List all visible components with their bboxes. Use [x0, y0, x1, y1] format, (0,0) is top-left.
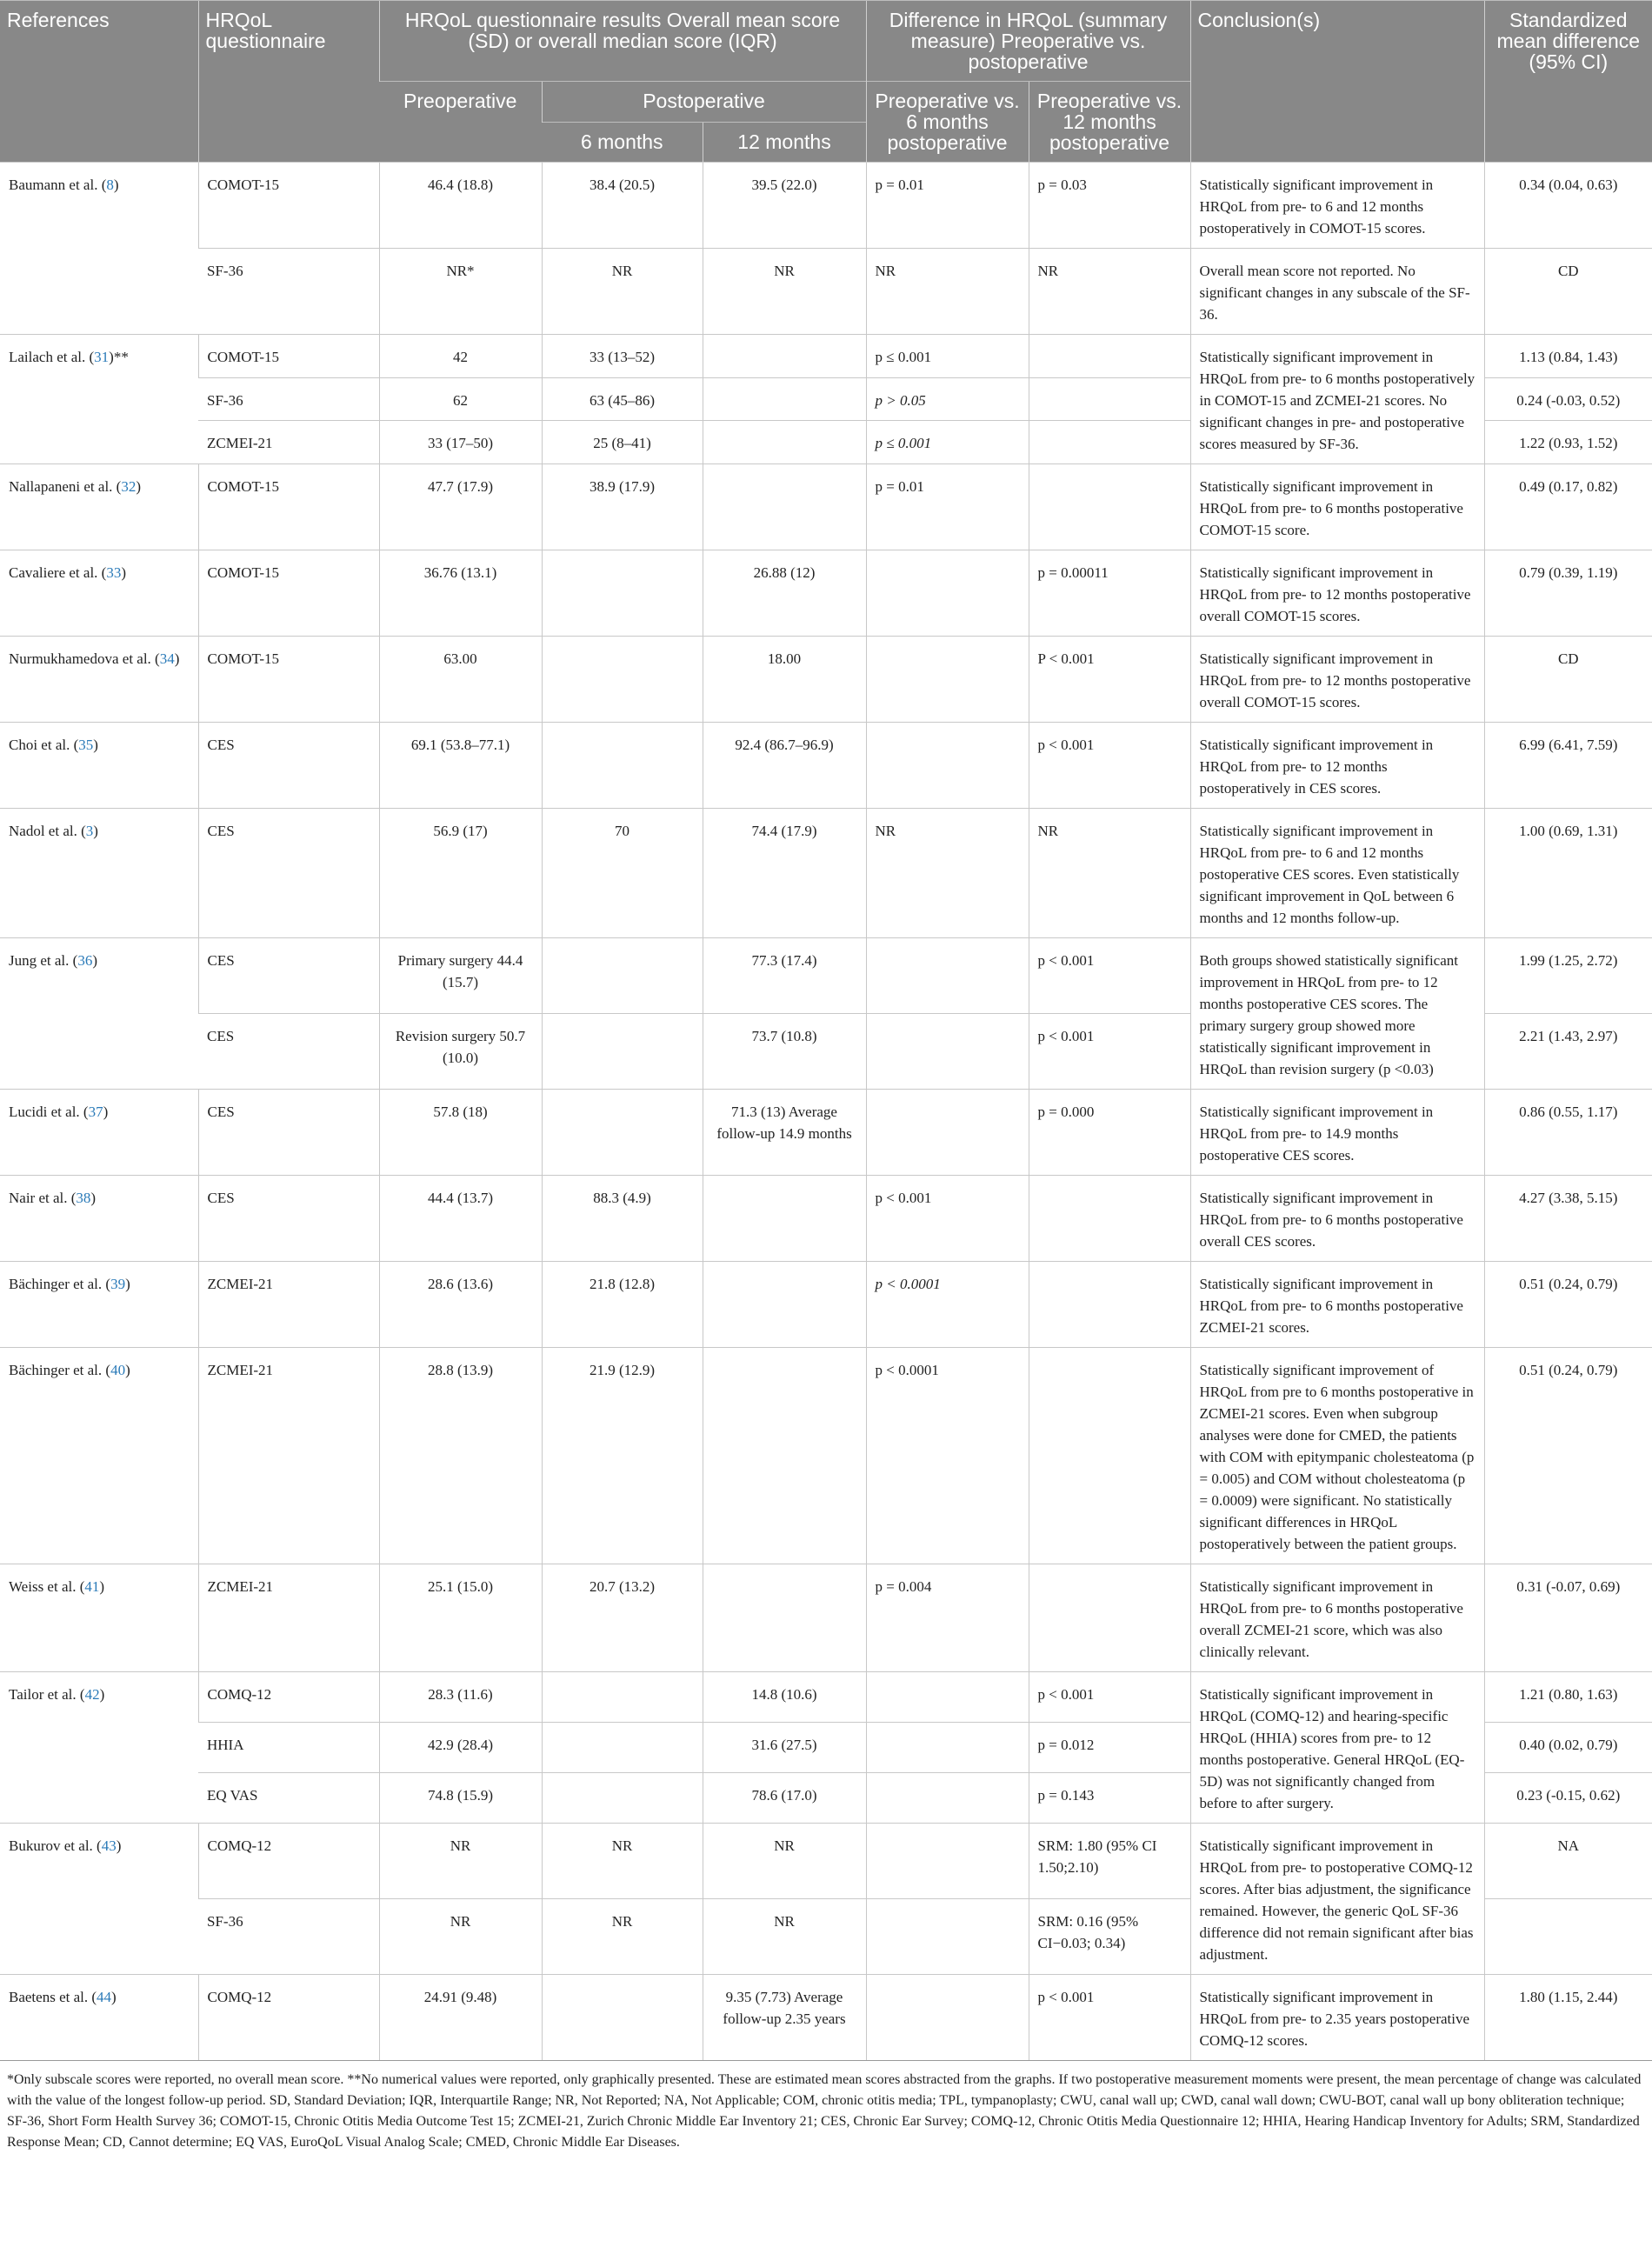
conclusion-cell: Overall mean score not reported. No significant changes in any subscale of the SF-36.: [1190, 249, 1484, 335]
diff-6-months-cell: [866, 1014, 1029, 1090]
preoperative-cell: Primary surgery 44.4 (15.7): [379, 938, 542, 1014]
conclusion-cell: Statistically significant improvement in HRQoL from pre- to 12 months postoperative overall COMOT-15 scores.: [1190, 550, 1484, 637]
header-references: References: [0, 1, 198, 163]
reference-cell: [0, 1975, 198, 2061]
conclusion-cell: Statistically significant improvement in HRQoL from pre- to 14.9 months postoperative CES scores.: [1190, 1090, 1484, 1176]
smd-cell: 0.31 (-0.07, 0.69): [1484, 1564, 1652, 1672]
diff-6-months-cell: p = 0.01: [866, 464, 1029, 550]
reference-author: Cavaliere et al. (: [9, 564, 107, 581]
postop-12-months-cell: 77.3 (17.4): [703, 938, 866, 1014]
reference-tail: ): [125, 1276, 130, 1292]
table-row: [0, 637, 1652, 723]
header-12-months: 12 months: [703, 122, 866, 163]
postop-6-months-cell: [542, 723, 703, 809]
postop-12-months-cell: NR: [703, 1824, 866, 1899]
reference-link[interactable]: 32: [121, 478, 137, 495]
postop-12-months-cell: [703, 421, 866, 464]
reference-link[interactable]: 37: [88, 1104, 103, 1120]
postop-6-months-cell: 21.9 (12.9): [542, 1348, 703, 1564]
reference-cell: [0, 163, 198, 335]
smd-cell: 6.99 (6.41, 7.59): [1484, 723, 1652, 809]
diff-6-months-cell: [866, 1090, 1029, 1176]
diff-6-months-cell: p < 0.001: [866, 1176, 1029, 1262]
preoperative-cell: 62: [379, 377, 542, 421]
table-row: [0, 1090, 1652, 1176]
conclusion-cell: Statistically significant improvement in HRQoL from pre- to 2.35 years postoperative COMQ-12 scores.: [1190, 1975, 1484, 2061]
questionnaire-cell: COMOT-15: [198, 637, 379, 723]
smd-cell: 0.34 (0.04, 0.63): [1484, 163, 1652, 249]
postop-6-months-cell: 33 (13–52): [542, 335, 703, 378]
reference-author: Bächinger et al. (: [9, 1362, 111, 1378]
diff-6-months-cell: [866, 1975, 1029, 2061]
header-diff-12: Preoperative vs. 12 months postoperative: [1029, 82, 1190, 163]
diff-6-months-cell: [866, 637, 1029, 723]
questionnaire-cell: COMOT-15: [198, 163, 379, 249]
questionnaire-cell: SF-36: [198, 377, 379, 421]
reference-tail: ): [111, 1989, 117, 2005]
conclusion-cell: Statistically significant improvement in HRQoL from pre- to 12 months postoperative overall COMOT-15 scores.: [1190, 637, 1484, 723]
diff-6-months-cell: [866, 1824, 1029, 1899]
diff-12-months-cell: [1029, 464, 1190, 550]
diff-6-months-cell: NR: [866, 249, 1029, 335]
reference-cell: [0, 723, 198, 809]
reference-tail: ): [93, 823, 98, 839]
reference-cell: [0, 550, 198, 637]
table-row: [0, 1176, 1652, 1262]
conclusion-cell: Statistically significant improvement in HRQoL from pre- to 6 months postoperative COMOT-15 score.: [1190, 464, 1484, 550]
reference-author: Bukurov et al. (: [9, 1837, 102, 1854]
postop-12-months-cell: 14.8 (10.6): [703, 1672, 866, 1723]
questionnaire-cell: COMOT-15: [198, 335, 379, 378]
diff-12-months-cell: p < 0.001: [1029, 1672, 1190, 1723]
table-row: [0, 1564, 1652, 1672]
smd-cell: 0.86 (0.55, 1.17): [1484, 1090, 1652, 1176]
reference-tail: ): [93, 737, 98, 753]
diff-12-months-cell: p < 0.001: [1029, 723, 1190, 809]
reference-link[interactable]: 8: [106, 177, 114, 193]
reference-link[interactable]: 35: [78, 737, 94, 753]
table-row: [0, 809, 1652, 938]
reference-tail: ): [99, 1578, 105, 1595]
smd-cell: 1.13 (0.84, 1.43): [1484, 335, 1652, 378]
reference-author: Lucidi et al. (: [9, 1104, 89, 1120]
header-difference: Difference in HRQoL (summary measure) Preoperative vs. postoperative: [866, 1, 1190, 82]
questionnaire-cell: COMQ-12: [198, 1672, 379, 1723]
postop-12-months-cell: 26.88 (12): [703, 550, 866, 637]
postop-6-months-cell: 63 (45–86): [542, 377, 703, 421]
diff-12-months-cell: [1029, 1564, 1190, 1672]
reference-tail: ): [121, 564, 126, 581]
preoperative-cell: 69.1 (53.8–77.1): [379, 723, 542, 809]
postop-12-months-cell: NR: [703, 1899, 866, 1975]
header-conclusion: Conclusion(s): [1190, 1, 1484, 163]
smd-cell: NA: [1484, 1824, 1652, 1899]
diff-12-months-cell: [1029, 1348, 1190, 1564]
diff-6-months-cell: p > 0.05: [866, 377, 1029, 421]
smd-cell: 0.23 (-0.15, 0.62): [1484, 1773, 1652, 1824]
preoperative-cell: NR: [379, 1824, 542, 1899]
conclusion-cell: Statistically significant improvement in HRQoL from pre- to 6 months postoperatively in COMOT-15 and ZCMEI-21 scores. No significant changes in pre- and postoperative scores measured by SF-36.: [1190, 335, 1484, 464]
diff-12-months-cell: p = 0.03: [1029, 163, 1190, 249]
smd-cell: [1484, 1899, 1652, 1975]
diff-12-months-cell: [1029, 1262, 1190, 1348]
diff-6-months-cell: [866, 1723, 1029, 1773]
postop-6-months-cell: 20.7 (13.2): [542, 1564, 703, 1672]
reference-author: Nair et al. (: [9, 1190, 77, 1206]
reference-author: Lailach et al. (: [9, 349, 95, 365]
smd-cell: 1.99 (1.25, 2.72): [1484, 938, 1652, 1014]
preoperative-cell: Revision surgery 50.7 (10.0): [379, 1014, 542, 1090]
reference-author: Bächinger et al. (: [9, 1276, 111, 1292]
conclusion-cell: Statistically significant improvement in HRQoL from pre- to 6 months postoperative overall CES scores.: [1190, 1176, 1484, 1262]
questionnaire-cell: CES: [198, 1014, 379, 1090]
reference-cell: [0, 1824, 198, 1975]
reference-tail: ): [90, 1190, 97, 1206]
conclusion-cell: Statistically significant improvement in HRQoL from pre- to postoperative COMQ-12 scores. After bias adjustment, the significance remained. However, the generic QoL SF-36 difference did not remain significant after bias adjustment.: [1190, 1824, 1484, 1975]
reference-cell: [0, 464, 198, 550]
conclusion-cell: Statistically significant improvement in HRQoL from pre- to 12 months postoperatively in CES scores.: [1190, 723, 1484, 809]
diff-12-months-cell: P < 0.001: [1029, 637, 1190, 723]
postop-6-months-cell: 88.3 (4.9): [542, 1176, 703, 1262]
diff-6-months-cell: [866, 723, 1029, 809]
preoperative-cell: 56.9 (17): [379, 809, 542, 938]
postop-12-months-cell: 73.7 (10.8): [703, 1014, 866, 1090]
postop-12-months-cell: [703, 1176, 866, 1262]
preoperative-cell: 28.8 (13.9): [379, 1348, 542, 1564]
questionnaire-cell: CES: [198, 1176, 379, 1262]
reference-link[interactable]: 39: [110, 1276, 126, 1292]
preoperative-cell: 25.1 (15.0): [379, 1564, 542, 1672]
diff-12-months-cell: p < 0.001: [1029, 1014, 1190, 1090]
postop-6-months-cell: [542, 550, 703, 637]
diff-6-months-cell: p < 0.0001: [866, 1348, 1029, 1564]
table-row: [0, 1262, 1652, 1348]
questionnaire-cell: CES: [198, 723, 379, 809]
smd-cell: 2.21 (1.43, 2.97): [1484, 1014, 1652, 1090]
preoperative-cell: 42: [379, 335, 542, 378]
postop-6-months-cell: [542, 938, 703, 1014]
postop-12-months-cell: 31.6 (27.5): [703, 1723, 866, 1773]
preoperative-cell: 24.91 (9.48): [379, 1975, 542, 2061]
smd-cell: CD: [1484, 637, 1652, 723]
postop-6-months-cell: [542, 1014, 703, 1090]
reference-cell: [0, 1564, 198, 1672]
postop-6-months-cell: NR: [542, 1899, 703, 1975]
reference-tail: ): [116, 1837, 122, 1854]
preoperative-cell: NR*: [379, 249, 542, 335]
diff-12-months-cell: SRM: 0.16 (95% CI−0.03; 0.34): [1029, 1899, 1190, 1975]
table-row: [0, 550, 1652, 637]
postop-6-months-cell: 25 (8–41): [542, 421, 703, 464]
postop-12-months-cell: [703, 464, 866, 550]
smd-cell: 1.80 (1.15, 2.44): [1484, 1975, 1652, 2061]
table-row: [0, 1824, 1652, 1899]
diff-6-months-cell: [866, 938, 1029, 1014]
diff-6-months-cell: p ≤ 0.001: [866, 335, 1029, 378]
preoperative-cell: 28.6 (13.6): [379, 1262, 542, 1348]
postop-6-months-cell: 21.8 (12.8): [542, 1262, 703, 1348]
postop-12-months-cell: [703, 1348, 866, 1564]
diff-12-months-cell: [1029, 421, 1190, 464]
reference-link[interactable]: 36: [77, 952, 93, 969]
smd-cell: 1.00 (0.69, 1.31): [1484, 809, 1652, 938]
conclusion-cell: Statistically significant improvement in HRQoL from pre- to 6 months postoperative overall ZCMEI-21 score, which was also clinically relevant.: [1190, 1564, 1484, 1672]
smd-cell: 0.51 (0.24, 0.79): [1484, 1348, 1652, 1564]
reference-tail: )**: [109, 349, 129, 365]
questionnaire-cell: COMQ-12: [198, 1975, 379, 2061]
postop-6-months-cell: 38.4 (20.5): [542, 163, 703, 249]
reference-cell: [0, 335, 198, 464]
questionnaire-cell: ZCMEI-21: [198, 1262, 379, 1348]
preoperative-cell: 57.8 (18): [379, 1090, 542, 1176]
diff-6-months-cell: p = 0.004: [866, 1564, 1029, 1672]
questionnaire-cell: COMQ-12: [198, 1824, 379, 1899]
diff-12-months-cell: NR: [1029, 249, 1190, 335]
postop-12-months-cell: 74.4 (17.9): [703, 809, 866, 938]
reference-author: Nurmukhamedova et al. (: [9, 650, 160, 667]
postop-6-months-cell: [542, 1975, 703, 2061]
reference-tail: ): [136, 478, 141, 495]
questionnaire-cell: COMOT-15: [198, 464, 379, 550]
postop-12-months-cell: 78.6 (17.0): [703, 1773, 866, 1824]
questionnaire-cell: CES: [198, 938, 379, 1014]
smd-cell: 4.27 (3.38, 5.15): [1484, 1176, 1652, 1262]
table-row: [0, 163, 1652, 249]
postop-12-months-cell: [703, 1564, 866, 1672]
smd-cell: 1.22 (0.93, 1.52): [1484, 421, 1652, 464]
reference-cell: [0, 1672, 198, 1824]
postop-6-months-cell: 70: [542, 809, 703, 938]
table-header: [0, 1, 1652, 163]
postop-6-months-cell: [542, 1672, 703, 1723]
questionnaire-cell: HHIA: [198, 1723, 379, 1773]
reference-tail: ): [174, 650, 180, 667]
conclusion-cell: Statistically significant improvement in HRQoL from pre- to 6 months postoperative ZCMEI-21 scores.: [1190, 1262, 1484, 1348]
header-diff-6: Preoperative vs. 6 months postoperative: [866, 82, 1029, 163]
reference-link[interactable]: 41: [84, 1578, 100, 1595]
preoperative-cell: NR: [379, 1899, 542, 1975]
table-row: [0, 1348, 1652, 1564]
reference-cell: [0, 809, 198, 938]
diff-12-months-cell: p = 0.000: [1029, 1090, 1190, 1176]
preoperative-cell: 74.8 (15.9): [379, 1773, 542, 1824]
preoperative-cell: 28.3 (11.6): [379, 1672, 542, 1723]
preoperative-cell: 46.4 (18.8): [379, 163, 542, 249]
postop-6-months-cell: NR: [542, 249, 703, 335]
reference-cell: [0, 637, 198, 723]
header-questionnaire: HRQoL questionnaire: [198, 1, 379, 163]
reference-cell: [0, 1090, 198, 1176]
smd-cell: 1.21 (0.80, 1.63): [1484, 1672, 1652, 1723]
diff-12-months-cell: SRM: 1.80 (95% CI 1.50;2.10): [1029, 1824, 1190, 1899]
table-row: [0, 1975, 1652, 2061]
reference-link[interactable]: 40: [110, 1362, 126, 1378]
table-row: [0, 249, 1652, 335]
diff-12-months-cell: p = 0.143: [1029, 1773, 1190, 1824]
diff-12-months-cell: p < 0.001: [1029, 1975, 1190, 2061]
reference-author: Tailor et al. (: [9, 1686, 85, 1703]
postop-6-months-cell: [542, 637, 703, 723]
preoperative-cell: 42.9 (28.4): [379, 1723, 542, 1773]
reference-author: Baetens et al. (: [9, 1989, 97, 2005]
postop-12-months-cell: [703, 335, 866, 378]
reference-author: Nadol et al. (: [9, 823, 86, 839]
reference-author: Baumann et al. (: [9, 177, 107, 193]
questionnaire-cell: CES: [198, 1090, 379, 1176]
postop-12-months-cell: 92.4 (86.7–96.9): [703, 723, 866, 809]
header-preoperative: Preoperative: [379, 82, 542, 163]
conclusion-cell: Statistically significant improvement in HRQoL from pre- to 6 and 12 months postoperatively in COMOT-15 scores.: [1190, 163, 1484, 249]
table-footnote: *Only subscale scores were reported, no overall mean score. **No numerical values were reported, only graphically presented. These are estimated mean scores abstracted from the graphs. If two postoperative measurement moments were present, the mean percentage of change was calculated with the value of the longest follow-up period. SD, Standard Deviation; IQR, Interquartile Range; NR, Not Reported; NA, Not Applicable; COM, chronic otitis media; TPL, tympanoplasty; CWU, canal wall up; CWD, canal wall down; CWU-BOT, canal wall up bony obliteration technique; SF-36, Short Form Health Survey 36; COMOT-15, Chronic Otitis Media Outcome Test 15; ZCMEI-21, Zurich Chronic Middle Ear Inventory 21; CES, Chronic Ear Survey; COMQ-12, Chronic Otitis Media Questionnaire 12; HHIA, Hearing Handicap Inventory for Adults; SRM, Standardized Response Mean; CD, Cannot determine; EQ VAS, EuroQoL Visual Analog Scale; CMED, Chronic Middle Ear Diseases.: [0, 2060, 1652, 2162]
reference-link[interactable]: 42: [84, 1686, 100, 1703]
questionnaire-cell: COMOT-15: [198, 550, 379, 637]
postop-12-months-cell: NR: [703, 249, 866, 335]
reference-cell: [0, 1348, 198, 1564]
postop-12-months-cell: 18.00: [703, 637, 866, 723]
reference-author: Nallapaneni et al. (: [9, 478, 122, 495]
reference-author: Weiss et al. (: [9, 1578, 85, 1595]
preoperative-cell: 63.00: [379, 637, 542, 723]
conclusion-cell: Statistically significant improvement in HRQoL from pre- to 6 and 12 months postoperative CES scores. Even statistically significant improvement in QoL between 6 months and 12 months follow-up.: [1190, 809, 1484, 938]
table-row: [0, 464, 1652, 550]
table-body: [0, 163, 1652, 2061]
preoperative-cell: 47.7 (17.9): [379, 464, 542, 550]
postop-6-months-cell: [542, 1723, 703, 1773]
header-6-months: 6 months: [542, 122, 703, 163]
reference-tail: ): [99, 1686, 105, 1703]
reference-link[interactable]: 34: [159, 650, 175, 667]
preoperative-cell: 36.76 (13.1): [379, 550, 542, 637]
questionnaire-cell: SF-36: [198, 249, 379, 335]
smd-cell: 0.51 (0.24, 0.79): [1484, 1262, 1652, 1348]
preoperative-cell: 44.4 (13.7): [379, 1176, 542, 1262]
postop-12-months-cell: 39.5 (22.0): [703, 163, 866, 249]
header-postoperative: Postoperative: [542, 82, 866, 123]
diff-12-months-cell: NR: [1029, 809, 1190, 938]
reference-link[interactable]: 33: [106, 564, 122, 581]
reference-tail: ): [125, 1362, 130, 1378]
diff-6-months-cell: NR: [866, 809, 1029, 938]
diff-6-months-cell: [866, 1773, 1029, 1824]
reference-link[interactable]: 31: [94, 349, 110, 365]
reference-cell: [0, 938, 198, 1090]
diff-6-months-cell: [866, 550, 1029, 637]
table-row: [0, 335, 1652, 378]
diff-12-months-cell: [1029, 335, 1190, 378]
diff-6-months-cell: p ≤ 0.001: [866, 421, 1029, 464]
smd-cell: 0.49 (0.17, 0.82): [1484, 464, 1652, 550]
reference-tail: ): [103, 1104, 109, 1120]
reference-author: Jung et al. (: [9, 952, 78, 969]
reference-link[interactable]: 3: [85, 823, 94, 839]
questionnaire-cell: ZCMEI-21: [198, 421, 379, 464]
diff-12-months-cell: p < 0.001: [1029, 938, 1190, 1014]
questionnaire-cell: CES: [198, 809, 379, 938]
conclusion-cell: Statistically significant improvement in HRQoL (COMQ-12) and hearing-specific HRQoL (HHIA) scores from pre- to 12 months postoperative. General HRQoL (EQ-5D) was not significantly changed from before to after surgery.: [1190, 1672, 1484, 1824]
questionnaire-cell: ZCMEI-21: [198, 1564, 379, 1672]
reference-author: Choi et al. (: [9, 737, 79, 753]
diff-6-months-cell: [866, 1899, 1029, 1975]
reference-link[interactable]: 43: [101, 1837, 117, 1854]
postop-12-months-cell: 71.3 (13) Average follow-up 14.9 months: [703, 1090, 866, 1176]
postop-6-months-cell: 38.9 (17.9): [542, 464, 703, 550]
table-row: [0, 938, 1652, 1014]
postop-6-months-cell: [542, 1090, 703, 1176]
diff-12-months-cell: [1029, 377, 1190, 421]
smd-cell: 0.24 (-0.03, 0.52): [1484, 377, 1652, 421]
postop-6-months-cell: [542, 1773, 703, 1824]
preoperative-cell: 33 (17–50): [379, 421, 542, 464]
table-row: [0, 723, 1652, 809]
table-row: [0, 1672, 1652, 1723]
reference-link[interactable]: 38: [76, 1190, 91, 1206]
conclusion-cell: Both groups showed statistically significant improvement in HRQoL from pre- to 12 months postoperative CES scores. The primary surgery group showed more statistically significant improvement in HRQoL than revision surgery (p <0.03): [1190, 938, 1484, 1090]
reference-tail: ): [113, 177, 119, 193]
reference-link[interactable]: 44: [97, 1989, 112, 2005]
smd-cell: 0.40 (0.02, 0.79): [1484, 1723, 1652, 1773]
diff-6-months-cell: [866, 1672, 1029, 1723]
reference-cell: [0, 1262, 198, 1348]
diff-6-months-cell: p < 0.0001: [866, 1262, 1029, 1348]
postop-12-months-cell: [703, 1262, 866, 1348]
smd-cell: 0.79 (0.39, 1.19): [1484, 550, 1652, 637]
diff-12-months-cell: p = 0.012: [1029, 1723, 1190, 1773]
questionnaire-cell: ZCMEI-21: [198, 1348, 379, 1564]
questionnaire-cell: SF-36: [198, 1899, 379, 1975]
header-smd: Standardized mean difference (95% CI): [1484, 1, 1652, 163]
postop-12-months-cell: 9.35 (7.73) Average follow-up 2.35 years: [703, 1975, 866, 2061]
conclusion-cell: Statistically significant improvement of HRQoL from pre to 6 months postoperative in ZCMEI-21 scores. Even when subgroup analyses were done for CMED, the patients with COM with epitympanic cholesteatoma (p = 0.005) and COM without cholesteatoma (p = 0.0009) were significant. No statistically significant differences in HRQoL postoperatively between the patient groups.: [1190, 1348, 1484, 1564]
postop-12-months-cell: [703, 377, 866, 421]
reference-tail: ): [92, 952, 97, 969]
diff-12-months-cell: [1029, 1176, 1190, 1262]
questionnaire-cell: EQ VAS: [198, 1773, 379, 1824]
postop-6-months-cell: NR: [542, 1824, 703, 1899]
smd-cell: CD: [1484, 249, 1652, 335]
reference-cell: [0, 1176, 198, 1262]
diff-12-months-cell: p = 0.00011: [1029, 550, 1190, 637]
diff-6-months-cell: p = 0.01: [866, 163, 1029, 249]
header-results: HRQoL questionnaire results Overall mean score (SD) or overall median score (IQR): [379, 1, 866, 82]
